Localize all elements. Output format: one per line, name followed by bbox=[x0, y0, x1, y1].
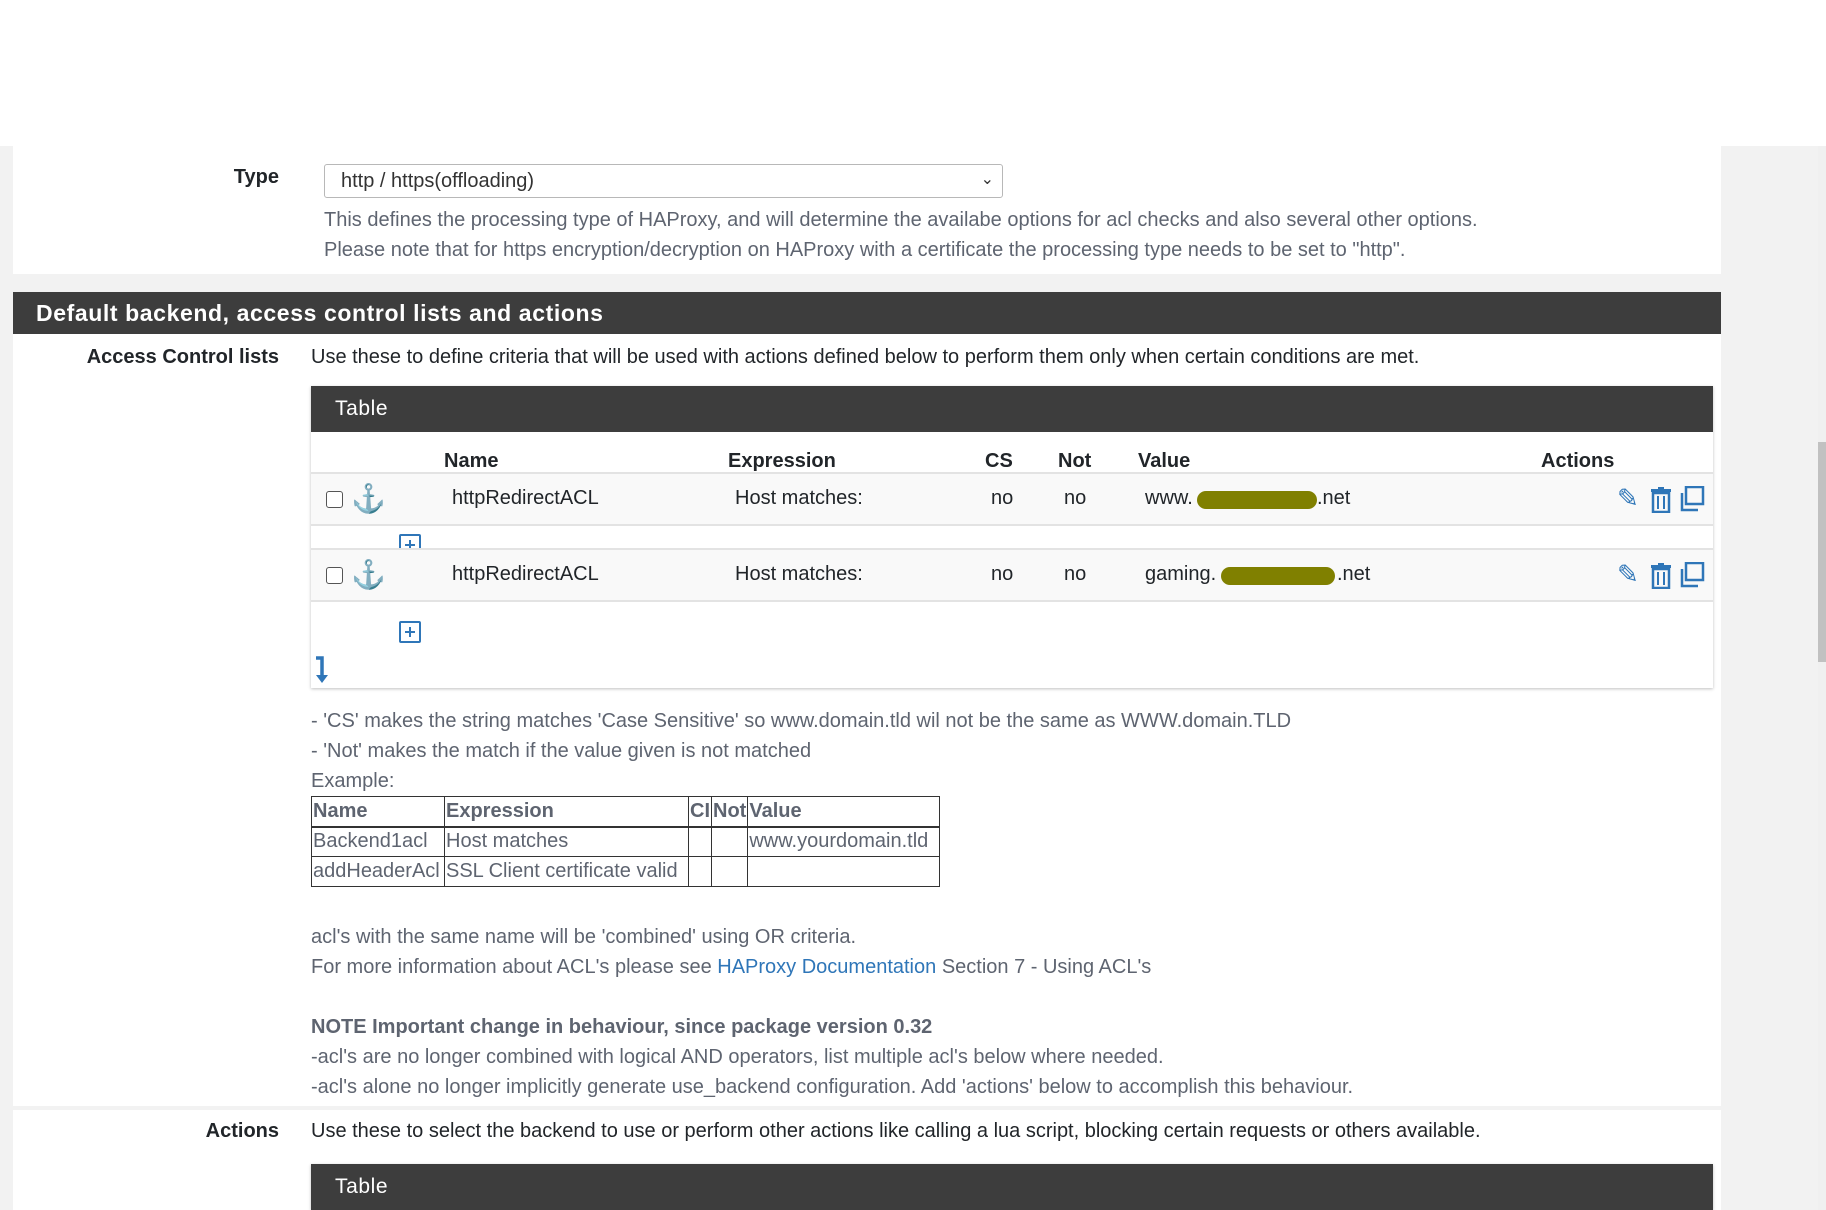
note-line2: -acl's alone no longer implicitly generate use_backend configuration. Add 'actions' below to accomplish this behaviour. bbox=[311, 1076, 1354, 1098]
example-table bbox=[311, 796, 940, 887]
row-not: no bbox=[1064, 487, 1087, 509]
acl-table-title: Table bbox=[311, 386, 1713, 432]
example-cell: SSL Client certificate valid bbox=[445, 857, 689, 887]
col-expression: Expression bbox=[728, 450, 836, 472]
col-not: Not bbox=[1058, 450, 1092, 472]
example-cell bbox=[712, 827, 748, 857]
acl-intro: Use these to define criteria that will be used with actions defined below to perform them only when certain conditions are met. bbox=[311, 346, 1420, 368]
actions-label: Actions bbox=[205, 1120, 279, 1142]
haproxy-documentation-link[interactable]: HAProxy Documentation bbox=[717, 956, 937, 978]
row-name: httpRedirectACL bbox=[452, 563, 599, 585]
help-more bbox=[311, 952, 1151, 982]
note-title: NOTE Important change in behaviour, since package version 0.32 bbox=[311, 1016, 933, 1038]
type-help-line2: Please note that for https encryption/decryption on HAProxy with a certificate the processing type needs to be set to "http". bbox=[324, 239, 1406, 261]
example-cell: Backend1acl bbox=[312, 827, 445, 857]
example-header: Not bbox=[712, 797, 748, 827]
help-example: Example: bbox=[311, 770, 395, 792]
col-value: Value bbox=[1138, 450, 1191, 472]
row-expression: Host matches: bbox=[735, 563, 863, 585]
row-value-suffix: .net bbox=[1317, 487, 1351, 509]
type-card bbox=[13, 146, 1721, 274]
pencil-icon[interactable]: ✎ bbox=[1617, 483, 1639, 513]
example-cell: Host matches bbox=[445, 827, 689, 857]
actions-table-title: Table bbox=[311, 1164, 1713, 1210]
row-value-prefix: www. bbox=[1145, 487, 1193, 509]
redacted-value bbox=[1221, 567, 1335, 585]
row-checkbox[interactable] bbox=[326, 567, 343, 584]
section-header: Default backend, access control lists and actions bbox=[13, 292, 1721, 334]
pencil-icon[interactable]: ✎ bbox=[1617, 559, 1639, 589]
scrollbar-thumb[interactable] bbox=[1818, 442, 1826, 662]
example-cell bbox=[712, 857, 748, 887]
help-more-prefix: For more information about ACL's please see bbox=[311, 956, 712, 978]
actions-intro: Use these to select the backend to use or perform other actions like calling a lua script, blocking certain requests or others available. bbox=[311, 1120, 1481, 1142]
row-checkbox[interactable] bbox=[326, 491, 343, 508]
acl-table-body bbox=[311, 432, 1713, 688]
col-name: Name bbox=[444, 450, 499, 472]
chevron-down-icon: ⌄ bbox=[980, 171, 994, 188]
trash-icon[interactable] bbox=[1650, 487, 1672, 513]
scrollbar[interactable] bbox=[1818, 146, 1826, 1210]
row-cs: no bbox=[991, 487, 1014, 509]
redacted-value bbox=[1197, 491, 1317, 509]
help-more-suffix: Section 7 - Using ACL's bbox=[941, 956, 1152, 978]
example-cell bbox=[689, 857, 712, 887]
example-cell: www.yourdomain.tld bbox=[748, 827, 940, 857]
copy-icon[interactable] bbox=[1679, 486, 1705, 512]
row-value-suffix: .net bbox=[1337, 563, 1371, 585]
type-select[interactable] bbox=[324, 164, 1003, 198]
help-not: - 'Not' makes the match if the value given is not matched bbox=[311, 740, 812, 762]
actions-table-panel bbox=[311, 1164, 1713, 1210]
row-value-prefix: gaming. bbox=[1145, 563, 1217, 585]
help-combined: acl's with the same name will be 'combined' using OR criteria. bbox=[311, 926, 857, 948]
arrow-down-icon[interactable] bbox=[314, 656, 330, 684]
note-line1: -acl's are no longer combined with logical AND operators, list multiple acl's below where needed. bbox=[311, 1046, 1164, 1068]
page-content bbox=[0, 146, 1826, 1210]
example-cell bbox=[689, 827, 712, 857]
trash-icon[interactable] bbox=[1650, 563, 1672, 589]
col-actions: Actions bbox=[1541, 450, 1615, 472]
type-label: Type bbox=[233, 166, 279, 188]
example-header: Value bbox=[748, 797, 940, 827]
row-cs: no bbox=[991, 563, 1014, 585]
anchor-icon[interactable]: ⚓ bbox=[351, 483, 386, 514]
example-header: Expression bbox=[445, 797, 689, 827]
example-cell: addHeaderAcl bbox=[312, 857, 445, 887]
col-cs: CS bbox=[985, 450, 1013, 472]
help-cs: - 'CS' makes the string matches 'Case Sensitive' so www.domain.tld wil not be the same as WWW.domain.TLD bbox=[311, 710, 1292, 732]
type-select-value: http / https(offloading) bbox=[341, 170, 535, 192]
acl-label: Access Control lists bbox=[86, 346, 279, 368]
example-cell bbox=[748, 857, 940, 887]
row-not: no bbox=[1064, 563, 1087, 585]
example-header: CI bbox=[689, 797, 712, 827]
row-expression: Host matches: bbox=[735, 487, 863, 509]
example-header: Name bbox=[312, 797, 445, 827]
row-name: httpRedirectACL bbox=[452, 487, 599, 509]
anchor-icon[interactable]: ⚓ bbox=[351, 559, 386, 590]
acl-table-panel bbox=[311, 386, 1713, 688]
copy-icon[interactable] bbox=[1679, 562, 1705, 588]
table-row bbox=[311, 548, 1713, 602]
add-row-button[interactable] bbox=[399, 621, 421, 643]
type-help-line1: This defines the processing type of HAProxy, and will determine the availabe options for acl checks and also several other options. bbox=[324, 209, 1478, 231]
table-row bbox=[311, 472, 1713, 526]
